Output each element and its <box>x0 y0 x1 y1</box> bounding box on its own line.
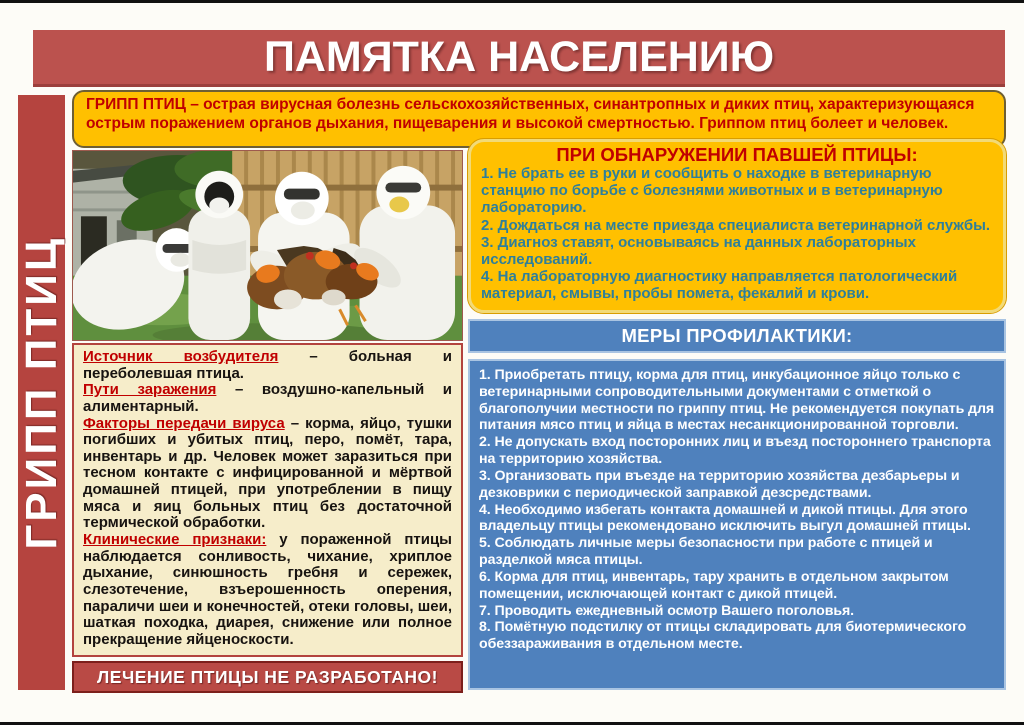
info-entry-signs <box>83 532 452 648</box>
prevention-item-7: 7. Проводить ежедневный осмотр Вашего поголовья. <box>479 602 855 619</box>
info-entry-routes-text: – воздушно-капельный и алиментарный. <box>83 381 452 415</box>
info-entry-factors <box>83 416 452 532</box>
photo-protective-suits <box>72 150 463 341</box>
prevention-item-6: 6. Корма для птиц, инвентарь, тару хранить в отдельном закрытом помещении, исключающей контакт с дикой птицей. <box>479 568 949 602</box>
page-title: ПАМЯТКА НАСЕЛЕНИЮ <box>263 32 775 81</box>
info-entry-routes-label: Пути заражения <box>83 381 217 399</box>
prevention-item-5: 5. Соблюдать личные меры безопасности при работе с птицей и разделкой мяса птицы. <box>479 535 933 569</box>
info-entry-source-text: – больная и переболевшая птица. <box>83 348 452 382</box>
prevention-header <box>468 319 1006 353</box>
prevention-title: МЕРЫ ПРОФИЛАКТИКИ: <box>621 325 853 346</box>
top-edge-line <box>0 0 1024 3</box>
found-dead-bird-item-1: 1. Не брать ее в руки и сообщить о находке в ветеринарную станцию по борьбе с болезнями животных и в ветеринарную лабораторию. <box>481 165 943 217</box>
no-cure-banner-text: ЛЕЧЕНИЕ ПТИЦЫ НЕ РАЗРАБОТАНО! <box>97 666 438 687</box>
photo-scene <box>73 151 462 340</box>
no-cure-banner <box>72 661 463 693</box>
sidebar-vertical-label: ГРИПП ПТИЦ <box>16 235 66 550</box>
info-entry-factors-label: Факторы передачи вируса <box>83 414 285 432</box>
info-entry-factors-text: – корма, яйцо, тушки погибших и убитых птиц, перо, помёт, тара, инвентарь и др. Человек может заразиться при тесном контакте с инфицированной и мёртвой домашней птицей, при употреблении в пищу мяса и яиц больных птиц без достаточной термической обработки. <box>83 414 452 532</box>
found-dead-bird-item-4: 4. На лабораторную диагностику направляется патологический материал, смывы, пробы помета, фекалий и крови. <box>481 267 958 302</box>
prevention-item-4: 4. Необходимо избегать контакта домашней и дикой птицы. Для этого владельцу птицы рекомендовано исключить выгул домашней птицы. <box>479 501 971 535</box>
info-entry-source <box>83 349 452 382</box>
found-dead-bird-item-3: 3. Диагноз ставят, основываясь на данных лабораторных исследований. <box>481 233 916 268</box>
disease-info-block <box>72 343 463 657</box>
info-entry-routes <box>83 382 452 415</box>
info-entry-signs-text: у пораженной птицы наблюдается сонливость, чихание, хриплое дыхание, синюшность гребня и сережек, слезотечение, взъерошенность оперения, параличи шеи и конечностей, отеки головы, шеи, шаткая походка, диарея, снижение или полное прекращение яйценоскости. <box>83 531 452 648</box>
title-band <box>33 30 1005 87</box>
sidebar-strip <box>18 95 65 690</box>
found-dead-bird-box <box>468 139 1006 313</box>
prevention-item-3: 3. Организовать при въезде на территорию хозяйства дезбарьеры и дезковрики с периодической заправкой дезсредствами. <box>479 467 960 501</box>
info-entry-source-label: Источник возбудителя <box>83 348 279 365</box>
prevention-box <box>468 359 1006 690</box>
found-dead-bird-title: ПРИ ОБНАРУЖЕНИИ ПАВШЕЙ ПТИЦЫ: <box>556 144 918 165</box>
found-dead-bird-item-2: 2. Дождаться на месте приезда специалиста ветеринарной службы. <box>481 216 991 234</box>
info-entry-signs-label: Клинические признаки: <box>83 531 267 549</box>
prevention-item-1: 1. Приобретать птицу, корма для птиц, инкубационное яйцо только с ветеринарными сопроводительными документами с отметкой о благополучии местности по гриппу птиц. Не рекомендуется покупать для питания мясо птиц и яйца в местах несанкционированной торговли. <box>479 367 995 434</box>
intro-text: ГРИПП ПТИЦ – острая вирусная болезнь сельскохозяйственных, синантропных и диких птиц, характеризующаяся острым поражением органов дыхания, пищеварения и высокой смертностью. Гриппом птиц болеет и человек. <box>86 96 975 132</box>
prevention-item-8: 8. Помётную подстилку от птицы складировать для биотермического обеззараживания в отдельном месте. <box>479 619 967 653</box>
photo-worker-2 <box>188 171 250 340</box>
prevention-item-2: 2. Не допускать вход посторонних лиц и въезд постороннего транспорта на территорию хозяйства. <box>479 434 991 468</box>
